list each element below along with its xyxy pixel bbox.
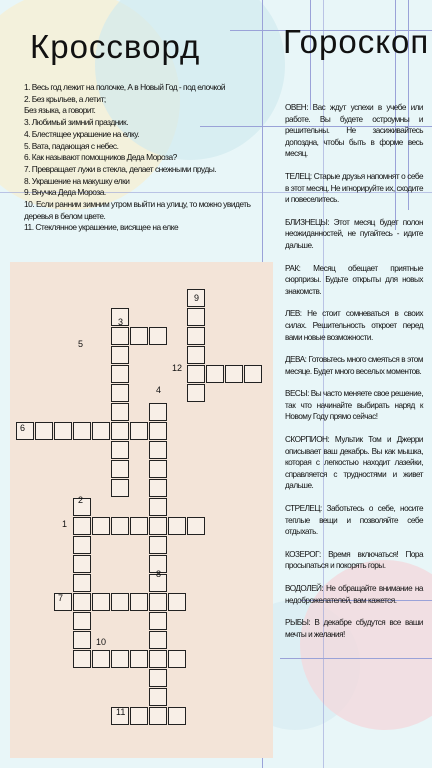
crossword-cell[interactable] <box>149 460 167 478</box>
crossword-cell[interactable] <box>73 517 91 535</box>
crossword-cell[interactable] <box>111 460 129 478</box>
clue: 10. Если ранним зимним утром выйти на улицу, то можно увидеть деревья в белом цвете. <box>24 199 251 221</box>
clue: 8. Украшение на макушку елки <box>24 175 130 186</box>
crossword-cell[interactable] <box>35 422 53 440</box>
crossword-number: 1 <box>62 519 68 529</box>
crossword-cell[interactable] <box>73 536 91 554</box>
crossword-cell[interactable] <box>168 593 186 611</box>
crossword-cell[interactable] <box>111 593 129 611</box>
horoscope-title: Гороскоп <box>283 23 430 60</box>
crossword-number: 5 <box>78 339 84 349</box>
crossword-cell[interactable] <box>149 441 167 459</box>
crossword-cell[interactable] <box>244 365 262 383</box>
crossword-cell[interactable] <box>92 593 110 611</box>
clue: 7. Превращает лужи в стекла, делает снежными пруды. <box>24 163 217 174</box>
crossword-cell[interactable] <box>187 517 205 535</box>
crossword-cell[interactable] <box>111 422 129 440</box>
clue: 2. Без крыльев, а летит; <box>24 93 106 104</box>
crossword-cell[interactable] <box>149 479 167 497</box>
horoscope-entry: СТРЕЛЕЦ: Заботьтесь о себе, носите теплые вещи и позволяйте себе отдыхать. <box>285 504 423 537</box>
crossword-cell[interactable] <box>73 574 91 592</box>
crossword-cell[interactable] <box>111 403 129 421</box>
crossword-cell[interactable] <box>149 422 167 440</box>
crossword-cell[interactable] <box>73 631 91 649</box>
clue: 3. Любимый зимний праздник. <box>24 117 129 128</box>
horoscope-entry: КОЗЕРОГ: Время включаться! Пора просыпаться и покорять горы. <box>285 549 423 571</box>
crossword-cell[interactable] <box>111 327 129 345</box>
horoscope-entry: РАК: Месяц обещает приятные сюрпризы. Будьте открыты для новых знакомств. <box>285 263 423 296</box>
crossword-number: 3 <box>118 317 124 327</box>
crossword-number: 6 <box>20 423 26 433</box>
crossword-cell[interactable] <box>149 707 167 725</box>
crossword-cell[interactable] <box>149 536 167 554</box>
crossword-cell[interactable] <box>149 327 167 345</box>
crossword-cell[interactable] <box>168 650 186 668</box>
crossword-cell[interactable] <box>225 365 243 383</box>
crossword-cell[interactable] <box>168 517 186 535</box>
crossword-number: 7 <box>58 593 64 603</box>
crossword-cell[interactable] <box>187 346 205 364</box>
crossword-cell[interactable] <box>73 555 91 573</box>
horoscope-entry: ЛЕВ: Не стоит сомневаться в своих силах. Решительность откроет перед вами новые возможности. <box>285 309 423 342</box>
crossword-cell[interactable] <box>149 593 167 611</box>
crossword-number: 10 <box>96 637 107 647</box>
horoscope-entry: ВОДОЛЕЙ: Не обращайте внимание на недоброжелателей, вам кажется. <box>285 584 423 605</box>
crossword-cell[interactable] <box>149 669 167 687</box>
crossword-cell[interactable] <box>73 650 91 668</box>
crossword-cell[interactable] <box>187 365 205 383</box>
crossword-number: 9 <box>194 293 200 303</box>
crossword-title: Кроссворд <box>30 28 201 65</box>
crossword-cell[interactable] <box>73 422 91 440</box>
crossword-cell[interactable] <box>206 365 224 383</box>
crossword-cell[interactable] <box>149 631 167 649</box>
horoscope-entry: ОВЕН: Вас ждут успехи в учебе или работе. Вы будете остроумны и решительны. Не засиживайтесь допоздна, чтобы быть в форме весь месяц. <box>285 103 423 159</box>
horoscope-entry: ТЕЛЕЦ: Старые друзья напомнят о себе в этот месяц. Не игнорируйте их, сходите и повеселитесь. <box>285 171 423 205</box>
crossword-cell[interactable] <box>187 308 205 326</box>
clue: 5. Вата, падающая с небес. <box>24 140 119 151</box>
crossword-cell[interactable] <box>168 707 186 725</box>
crossword-number: 12 <box>172 363 183 373</box>
horoscope-entry: СКОРПИОН: Мультик Том и Джерри описывает ваш декабрь. Вы как мышка, которая с легкостью находит лазейки, справляется с трудностями и живет дальше. <box>285 435 423 491</box>
clue: 11. Стеклянное украшение, висящее на елке <box>24 222 179 233</box>
clue: 9. Внучка Деда Мороза. <box>24 187 106 198</box>
crossword-cell[interactable] <box>111 365 129 383</box>
horoscope-entry: РЫБЫ: В декабре сбудутся все ваши мечты и желания! <box>285 618 423 639</box>
horoscope-entry: БЛИЗНЕЦЫ: Этот месяц будет полон неожиданностей, не пугайтесь - идите дальше. <box>285 217 423 250</box>
horoscope-entry: ВЕСЫ: Вы часто меняете свое решение, так что начинайте выбирать наряд к Новому Году прямо сейчас! <box>285 389 423 422</box>
crossword-cell[interactable] <box>130 517 148 535</box>
crossword-cell[interactable] <box>130 327 148 345</box>
clue: Без языка, а говорит. <box>24 105 96 116</box>
crossword-cell[interactable] <box>187 384 205 402</box>
crossword-number: 4 <box>156 385 162 395</box>
crossword-cell[interactable] <box>149 498 167 516</box>
crossword-cell[interactable] <box>149 688 167 706</box>
crossword-cell[interactable] <box>149 517 167 535</box>
clue: 1. Весь год лежит на полочке, А в Новый Год - под елочкой <box>24 82 226 92</box>
crossword-number: 8 <box>156 569 162 579</box>
crossword-cell[interactable] <box>111 384 129 402</box>
crossword-cell[interactable] <box>92 650 110 668</box>
crossword-number: 11 <box>116 707 126 717</box>
clue: 4. Блестящее украшение на елку. <box>24 128 139 139</box>
crossword-cell[interactable] <box>130 593 148 611</box>
crossword-cell[interactable] <box>92 517 110 535</box>
crossword-cell[interactable] <box>187 327 205 345</box>
crossword-cell[interactable] <box>111 479 129 497</box>
horoscope-entry: ДЕВА: Готовьтесь много смеяться в этом месяце. Будет много веселых моментов. <box>285 355 423 376</box>
crossword-cell[interactable] <box>149 612 167 630</box>
crossword-cell[interactable] <box>149 650 167 668</box>
crossword-cell[interactable] <box>73 593 91 611</box>
crossword-number: 2 <box>78 495 84 505</box>
crossword-cell[interactable] <box>111 517 129 535</box>
crossword-cell[interactable] <box>73 612 91 630</box>
crossword-cell[interactable] <box>130 707 148 725</box>
crossword-cell[interactable] <box>111 346 129 364</box>
crossword-cell[interactable] <box>130 422 148 440</box>
crossword-cell[interactable] <box>111 441 129 459</box>
clue: 6. Как называют помощников Деда Мороза? <box>24 152 177 163</box>
crossword-cell[interactable] <box>111 650 129 668</box>
crossword-cell[interactable] <box>149 403 167 421</box>
crossword-cell[interactable] <box>92 422 110 440</box>
crossword-cell[interactable] <box>130 650 148 668</box>
crossword-cell[interactable] <box>54 422 72 440</box>
